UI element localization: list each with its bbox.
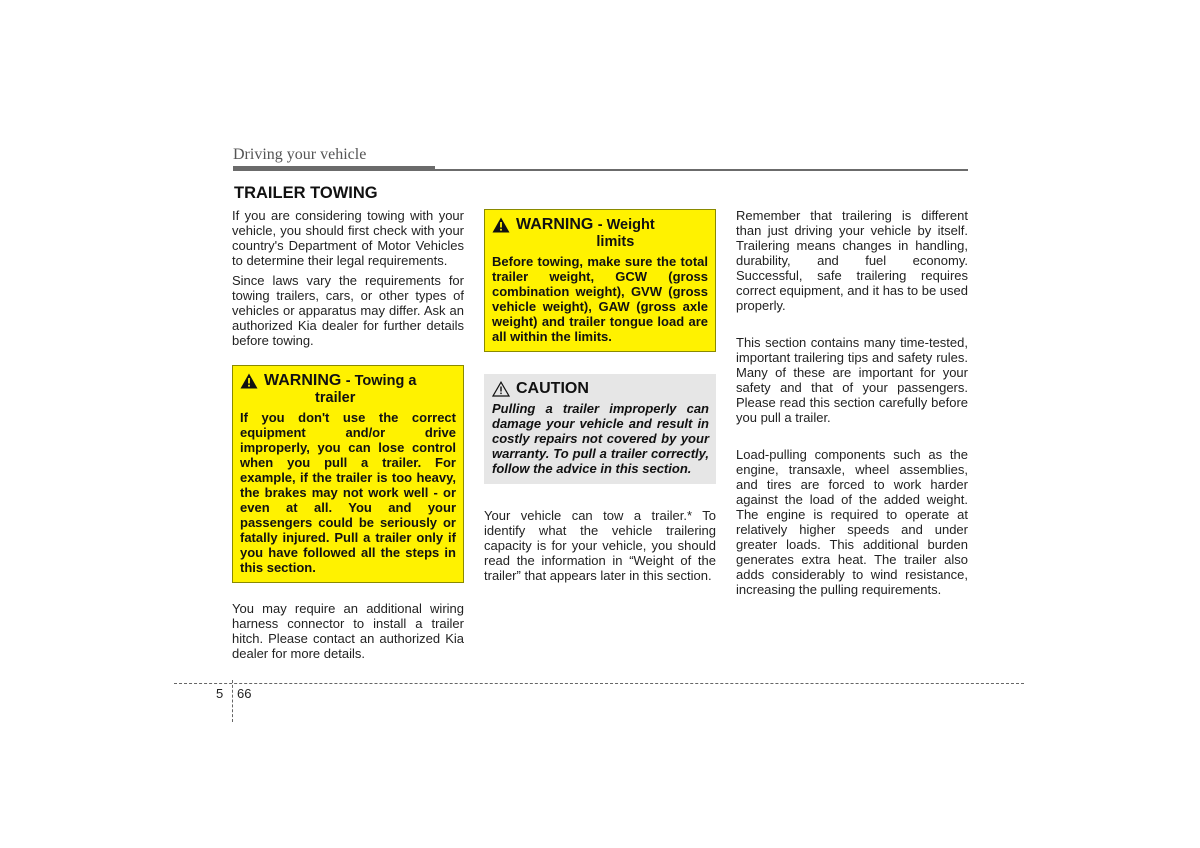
column-2	[484, 209, 716, 583]
warning-triangle-filled-icon	[240, 373, 258, 389]
intro-paragraph: If you are considering towing with your vehicle, you should first check with your country's Department of Motor Vehicles to determine their legal requirements.	[232, 208, 464, 268]
warning-header	[240, 372, 456, 407]
section-title: TRAILER TOWING	[234, 184, 378, 202]
warning-title-line1: - Weight	[597, 217, 655, 233]
footer-divider	[232, 680, 233, 722]
header-bar	[233, 166, 435, 171]
caution-body: Pulling a trailer improperly can damage your vehicle and result in costly repairs not covered by your warranty. To pull a trailer correctly, follow the advice in this section.	[492, 401, 709, 476]
remember-paragraph: Remember that trailering is different than just driving your vehicle by itself. Trailering means changes in handling, durability, and fuel economy. Successful, safe trailering requires correct equipment, and it has to be used properly.	[736, 208, 968, 313]
column-1	[232, 208, 464, 661]
warning-label: WARNING	[516, 216, 594, 233]
footer-rule	[174, 683, 1024, 684]
warning-header	[492, 216, 708, 251]
warning-body: If you don't use the correct equipment and/or drive improperly, you can lose control when you pull a trailer. For example, if the trailer is too heavy, the brakes may not work well - or even at all. You and your passengers could be seriously or fatally injured. Pull a trailer only if you have followed all the steps in this section.	[240, 410, 456, 575]
warning-title-line1: - Towing a	[345, 373, 417, 389]
page-number: 66	[237, 686, 252, 701]
header-rule	[435, 169, 968, 171]
caution-label: CAUTION	[516, 380, 589, 397]
warning-triangle-outline-icon	[492, 381, 510, 397]
warning-towing-box	[232, 365, 464, 583]
warning-title-line2: limits	[596, 234, 635, 250]
column-3	[736, 208, 968, 597]
chapter-title: Driving your vehicle	[233, 146, 367, 163]
warning-triangle-filled-icon	[492, 217, 510, 233]
tow-capacity-paragraph: Your vehicle can tow a trailer.* To identify what the vehicle trailering capacity is for your vehicle, you should read the information in “Weight of the trailer” that appears later in this section.	[484, 508, 716, 583]
load-paragraph: Load-pulling components such as the engine, transaxle, wheel assemblies, and tires are forced to work harder against the load of the added weight. The engine is required to operate at relatively higher speeds and under greater loads. This additional burden generates extra heat. The trailer also adds considerably to wind resistance, increasing the pulling requirements.	[736, 447, 968, 597]
caution-header	[492, 380, 709, 398]
tips-paragraph: This section contains many time-tested, important trailering tips and safety rules. Many of these are important for your safety and that of your passengers. Please read this section carefully before you pull a trailer.	[736, 335, 968, 425]
warning-title-line2: trailer	[315, 390, 356, 406]
section-number: 5	[216, 686, 224, 701]
warning-weight-box	[484, 209, 716, 352]
laws-paragraph: Since laws vary the requirements for towing trailers, cars, or other types of vehicles or apparatus may differ. Ask an authorized Kia dealer for further details before towing.	[232, 273, 464, 348]
caution-box	[484, 374, 716, 484]
warning-label: WARNING	[264, 372, 342, 389]
warning-body: Before towing, make sure the total trailer weight, GCW (gross combination weight), GVW (gross vehicle weight), GAW (gross axle weight) and trailer tongue load are all within the limits.	[492, 254, 708, 344]
wiring-paragraph: You may require an additional wiring harness connector to install a trailer hitch. Please contact an authorized Kia dealer for more details.	[232, 601, 464, 661]
